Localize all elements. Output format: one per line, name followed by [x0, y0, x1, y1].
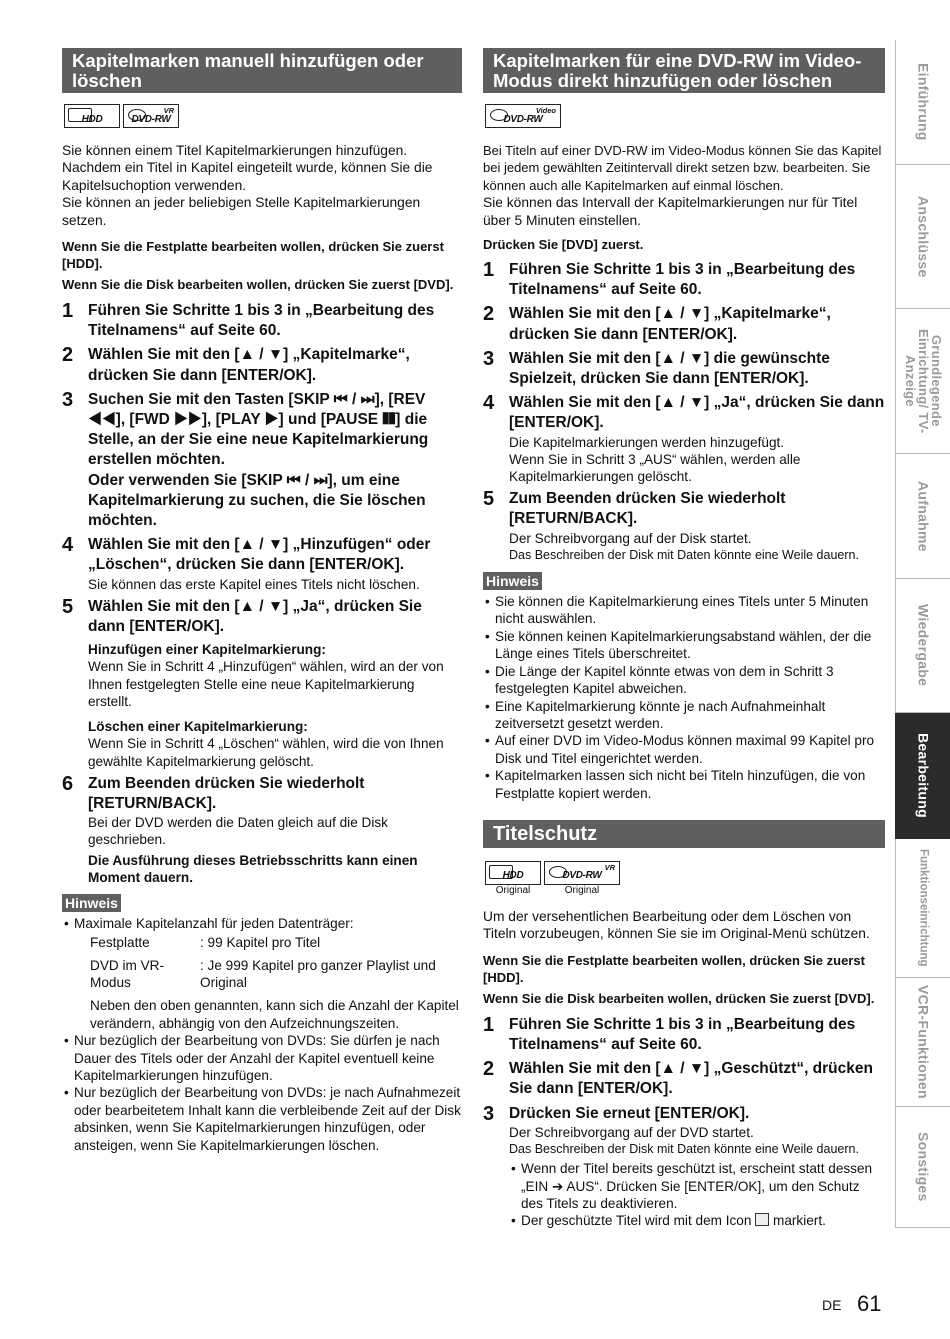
step-4: 4 Wählen Sie mit den [▲ / ▼] „Hinzufügen“ oder „Löschen“, drücken Sie dann [ENTER/OK]. [62, 534, 431, 574]
delete-text: Wenn Sie in Schritt 4 „Löschen“ wählen, wird die von Ihnen gewählte Kapitelmarkierung gelöscht. [88, 736, 444, 769]
delete-heading: Löschen einer Kapitelmarkierung: [88, 719, 308, 735]
media-badges [64, 104, 462, 128]
table-row: DVD im VR-Modus : Je 999 Kapitel pro ganzer Playlist und Original [90, 958, 436, 991]
step-6-note: Bei der DVD werden die Daten gleich auf die Disk geschrieben. [88, 815, 388, 848]
list-item: • Sie können keinen Kapitelmarkierungsabstand wählen, der die Länge eines Titels überschreitet. [495, 628, 885, 663]
precondition-dvd: Drücken Sie [DVD] zuerst. [483, 237, 644, 253]
table-row: Festplatte : 99 Kapitel pro Titel [90, 935, 321, 951]
list-item: • Auf einer DVD im Video-Modus können maximal 99 Kapitel pro Disk und Titel eingerichtet werden. [495, 732, 885, 767]
hdd-badge: HDD [64, 104, 120, 128]
step-4: 4 Wählen Sie mit den [▲ / ▼] „Ja“, drücken Sie dann [ENTER/OK]. [483, 392, 885, 432]
list-item: • Sie können die Kapitelmarkierung eines Titels unter 5 Minuten nicht auswählen. [495, 593, 885, 628]
step-2: 2 Wählen Sie mit den [▲ / ▼] „Kapitelmarke“, drücken Sie dann [ENTER/OK]. [483, 303, 831, 343]
page-number: 61 [857, 1291, 882, 1316]
step-5: 5 Zum Beenden drücken Sie wiederholt [RETURN/BACK]. [483, 488, 786, 528]
language-code: DE [822, 1297, 842, 1313]
ts-step-2: 2 Wählen Sie mit den [▲ / ▼] „Geschützt“, drücken Sie dann [ENTER/OK]. [483, 1058, 873, 1098]
precondition-hdd: Wenn Sie die Festplatte bearbeiten wollen, drücken Sie zuerst [HDD]. [62, 239, 444, 272]
list-item: • Kapitelmarken lassen sich nicht bei Titeln hinzufügen, die von Festplatte kopiert werden. [495, 767, 885, 802]
step-4-note-2: Wenn Sie in Schritt 3 „AUS“ wählen, werden alle Kapitelmarkierungen gelöscht. [509, 451, 801, 485]
step-4-note: Sie können das erste Kapitel eines Titels nicht löschen. [88, 576, 420, 592]
ts-step-3-note: Der Schreibvorgang auf der DVD startet. [509, 1124, 754, 1140]
hinweis-list [483, 593, 885, 802]
step-5-note-2: Das Beschreiben der Disk mit Daten könnte eine Weile dauern. [509, 547, 859, 562]
step-4-note: Die Kapitelmarkierungen werden hinzugefügt. [509, 434, 785, 450]
section-title: Kapitelmarken manuell hinzufügen oder löschen [62, 48, 462, 93]
list-item: • Nur bezüglich der Bearbeitung von DVDs: Sie dürfen je nach Dauer des Titels oder der Anzahl der Kapitel eventuell keine Kapitelmarkierungen hinzufügen. [74, 1032, 462, 1084]
lock-icon [755, 1213, 769, 1226]
hinweis-label: Hinweis [62, 894, 121, 912]
section-title: Kapitelmarken für eine DVD-RW im Video-Modus direkt hinzufügen oder löschen [483, 48, 885, 93]
step-6: 6 Zum Beenden drücken Sie wiederholt [RETURN/BACK]. [62, 772, 365, 812]
tab-anschluesse[interactable]: Anschlüsse [895, 165, 950, 309]
media-badges [485, 861, 885, 896]
step-1: 1 Führen Sie Schritte 1 bis 3 in „Bearbeitung des Titelnamens“ auf Seite 60. [483, 259, 856, 299]
ts-step-3-note-2: Das Beschreiben der Disk mit Daten könnte eine Weile dauern. [509, 1141, 859, 1156]
precondition-dvd: Wenn Sie die Disk bearbeiten wollen, drücken Sie zuerst [DVD]. [62, 277, 454, 293]
tab-sonstiges[interactable]: Sonstiges [895, 1107, 950, 1228]
dvd-rw-vr-badge: VR DVD-RW [123, 104, 179, 128]
list-item: • Der geschützte Titel wird mit dem Icon markiert. [521, 1212, 885, 1229]
step-5-note: Der Schreibvorgang auf der Disk startet. [509, 530, 752, 546]
list-item: • Die Länge der Kapitel könnte etwas von dem in Schritt 3 festgelegten Kapitel abweichen. [495, 663, 885, 698]
dvd-rw-video-badge: Video DVD-RW [485, 104, 561, 128]
step-1: 1 Führen Sie Schritte 1 bis 3 in „Bearbeitung des Titelnamens“ auf Seite 60. [62, 300, 435, 340]
tab-funktionseinrichtung[interactable]: Funktionseinrichtung [895, 839, 950, 978]
intro-text: Bei Titeln auf einer DVD-RW im Video-Modus können Sie das Kapitel bei jedem gewählten Zeitintervall direkt setzen bzw. bearbeiten. Sie können auch alle Kapitelmarken auf einmal löschen. [483, 143, 882, 193]
tab-aufnahme[interactable]: Aufnahme [895, 454, 950, 579]
intro-text-2: Sie können an jeder beliebigen Stelle Kapitelmarkierungen setzen. [62, 195, 421, 228]
tab-bearbeitung[interactable]: Bearbeitung [895, 713, 950, 839]
intro-text: Sie können einem Titel Kapitelmarkierungen hinzufügen. Nachdem ein Titel in Kapitel eingeteilt wurde, können Sie die Kapitelsuchoption verwenden. [62, 143, 433, 193]
hdd-original-badge: HDD Original [485, 861, 541, 896]
list-item: • Wenn der Titel bereits geschützt ist, erscheint statt dessen „EIN ➔ AUS“. Drücken Sie [ENTER/OK], um den Schutz des Titels zu deaktivieren. [521, 1160, 885, 1212]
precondition-dvd: Wenn Sie die Disk bearbeiten wollen, drücken Sie zuerst [DVD]. [483, 990, 875, 1006]
tab-vcr-funktionen[interactable]: VCR-Funktionen [895, 978, 950, 1107]
step-3: 3 Wählen Sie mit den [▲ / ▼] die gewünschte Spielzeit, drücken Sie dann [ENTER/OK]. [483, 347, 830, 388]
step-6-note-bold: Die Ausführung dieses Betriebsschritts kann einen Moment dauern. [88, 852, 418, 885]
precondition-hdd: Wenn Sie die Festplatte bearbeiten wollen, drücken Sie zuerst [HDD]. [483, 952, 865, 985]
ts-step-1: 1 Führen Sie Schritte 1 bis 3 in „Bearbeitung des Titelnamens“ auf Seite 60. [483, 1013, 856, 1053]
add-heading: Hinzufügen einer Kapitelmarkierung: [88, 642, 326, 658]
right-column [483, 48, 885, 1230]
titelschutz-intro: Um der versehentlichen Bearbeitung oder dem Löschen von Titeln vorzubeugen, können Sie sie im Original-Menü schützen. [483, 908, 870, 942]
add-text: Wenn Sie in Schritt 4 „Hinzufügen“ wählen, wird an der von Ihnen festgelegten Stelle eine neue Kapitelmarkierung erstellt. [88, 659, 444, 709]
tab-wiedergabe[interactable]: Wiedergabe [895, 579, 950, 713]
intro-text-2: Sie können das Intervall der Kapitelmarkierungen nur für Titel über 5 Minuten einstellen. [483, 195, 858, 228]
step-3: 3 Suchen Sie mit den Tasten [SKIP ⏮ / ⏭], [REV ◀◀], [FWD ▶▶], [PLAY ▶] und [PAUSE ❚❚] die Stelle, an der Sie eine neue Kapitelmarkierung erstellen möchten. Oder verwenden Sie [SKIP ⏮ / ⏭], um eine Kapitelmarkierung zu suchen, die Sie löschen möchten. [62, 388, 429, 530]
step-5: 5 Wählen Sie mit den [▲ / ▼] „Ja“, drücken Sie dann [ENTER/OK]. [62, 595, 422, 636]
left-column [62, 48, 462, 1154]
hinweis-label: Hinweis [483, 572, 542, 590]
ts-step-3: 3 Drücken Sie erneut [ENTER/OK]. [483, 1102, 750, 1125]
tab-grundlegende-einrichtung[interactable]: Grundlegende Einrichtung/ TV-Anzeige [895, 309, 950, 454]
list-item: • Nur bezüglich der Bearbeitung von DVDs: je nach Aufnahmezeit oder bearbeitetem Inhalt kann die verbleibende Zeit auf der Disk absinken, wenn Sie Kapitelmarkierungen hinzufügen, oder ansteigen, wenn Sie Kapitelmarkierungen löschen. [74, 1084, 462, 1154]
tab-einfuehrung[interactable]: Einführung [895, 40, 950, 165]
hinweis-list [62, 915, 462, 1154]
step-2: 2 Wählen Sie mit den [▲ / ▼] „Kapitelmarke“, drücken Sie dann [ENTER/OK]. [62, 344, 410, 384]
list-item: • Eine Kapitelmarkierung könnte je nach Aufnahmeinhalt zeitversetzt gesetzt werden. [495, 698, 885, 733]
media-badges [485, 104, 885, 128]
dvd-rw-vr-original-badge: VR DVD-RW Original [544, 861, 620, 896]
list-item: • Maximale Kapitelanzahl für jeden Datenträger: Festplatte : 99 Kapitel pro Titel DVD im VR-Modus : Je 999 Kapitel pro ganzer Playlist und Original Neben den oben genannten, kann sich die Anzahl der Kapitel verändern, abhängig von den Aufzeichnungszeiten. [74, 915, 462, 1032]
titelschutz-title: Titelschutz [483, 820, 885, 848]
